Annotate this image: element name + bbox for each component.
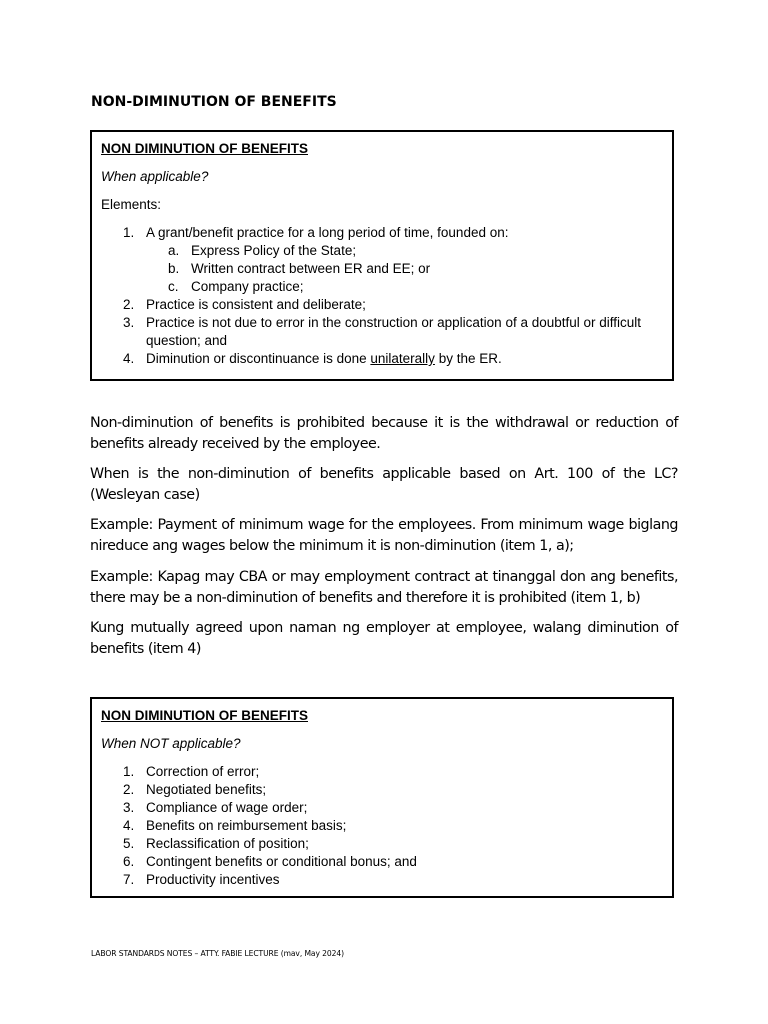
- underlined-word: unilaterally: [370, 351, 435, 366]
- list-item-text: Practice is consistent and deliberate;: [146, 297, 366, 312]
- sub-list: [146, 242, 662, 296]
- elements-label: Elements:: [101, 197, 162, 212]
- paragraph-mutually-agreed: Kung mutually agreed upon naman ng employer at employee, walang diminution of benefits (item 4): [90, 620, 678, 657]
- list-item-text: Practice is not due to error in the construction or application of a doubtful or difficult question; and: [146, 315, 642, 348]
- list-item-text: Negotiated benefits;: [146, 782, 267, 797]
- sub-item-text: Written contract between ER and EE; or: [191, 261, 431, 276]
- list-item-number: 3.: [123, 315, 135, 330]
- box-heading: NON DIMINUTION OF BENEFITS: [101, 141, 308, 156]
- sub-item-letter: c.: [168, 279, 179, 294]
- list-item-number: 4.: [123, 351, 135, 366]
- paragraph-example-minimum-wage: Example: Payment of minimum wage for the employees. From minimum wage biglang nireduce ang wages below the minimum it is non-diminution (item 1, a);: [90, 517, 678, 554]
- list-item-number: 2.: [123, 782, 135, 797]
- list-item-text: A grant/benefit practice for a long period of time, founded on:: [146, 225, 509, 240]
- sub-item-letter: a.: [168, 243, 180, 258]
- list-item-number: 5.: [123, 836, 135, 851]
- list-item: [101, 224, 662, 296]
- list-item-number: 7.: [123, 872, 135, 887]
- list-item: [101, 763, 662, 781]
- paragraph-prohibited: Non-diminution of benefits is prohibited because it is the withdrawal or reduction of benefits already received by the employee.: [90, 415, 678, 452]
- elements-list: [101, 224, 662, 368]
- not-applicable-box: [90, 697, 674, 898]
- box-heading: NON DIMINUTION OF BENEFITS: [101, 708, 308, 723]
- list-item: [101, 350, 662, 368]
- paragraph-art-100: When is the non-diminution of benefits applicable based on Art. 100 of the LC? (Wesleyan case): [90, 466, 678, 503]
- box-question: When NOT applicable?: [101, 736, 241, 751]
- sub-list-item: [146, 242, 662, 260]
- list-item-number: 1.: [123, 764, 135, 779]
- list-item-number: 2.: [123, 297, 135, 312]
- list-item: [101, 835, 662, 853]
- list-item: [101, 871, 662, 889]
- list-item-number: 6.: [123, 854, 135, 869]
- sub-item-text: Express Policy of the State;: [191, 243, 357, 258]
- list-item-text: Benefits on reimbursement basis;: [146, 818, 347, 833]
- list-item: [101, 799, 662, 817]
- box-question: When applicable?: [101, 169, 209, 184]
- list-item-number: 1.: [123, 225, 135, 240]
- list-item: [101, 817, 662, 835]
- page-footer: LABOR STANDARDS NOTES – ATTY. FABIE LECTURE (mav, May 2024): [91, 949, 344, 958]
- list-item: [101, 296, 662, 314]
- sub-item-text: Company practice;: [191, 279, 304, 294]
- list-item-text-after: by the ER.: [434, 351, 502, 366]
- page-title: NON-DIMINUTION OF BENEFITS: [91, 94, 337, 110]
- list-item-text: Contingent benefits or conditional bonus; and: [146, 854, 417, 869]
- paragraph-example-cba: Example: Kapag may CBA or may employment contract at tinanggal don ang benefits, there may be a non-diminution of benefits and therefore it is prohibited (item 1, b): [90, 569, 678, 606]
- list-item-number: 4.: [123, 818, 135, 833]
- applicable-box: [90, 130, 674, 381]
- list-item-number: 3.: [123, 800, 135, 815]
- list-item: [101, 314, 662, 350]
- list-item-text: Compliance of wage order;: [146, 800, 308, 815]
- sub-item-letter: b.: [168, 261, 180, 276]
- sub-list-item: [146, 260, 662, 278]
- list-item: [101, 853, 662, 871]
- list-item-text: Reclassification of position;: [146, 836, 309, 851]
- not-applicable-list: [101, 763, 662, 889]
- list-item-text-before: Diminution or discontinuance is done: [146, 351, 371, 366]
- list-item-text: Productivity incentives: [146, 872, 280, 887]
- sub-list-item: [146, 278, 662, 296]
- list-item: [101, 781, 662, 799]
- list-item-text: Correction of error;: [146, 764, 260, 779]
